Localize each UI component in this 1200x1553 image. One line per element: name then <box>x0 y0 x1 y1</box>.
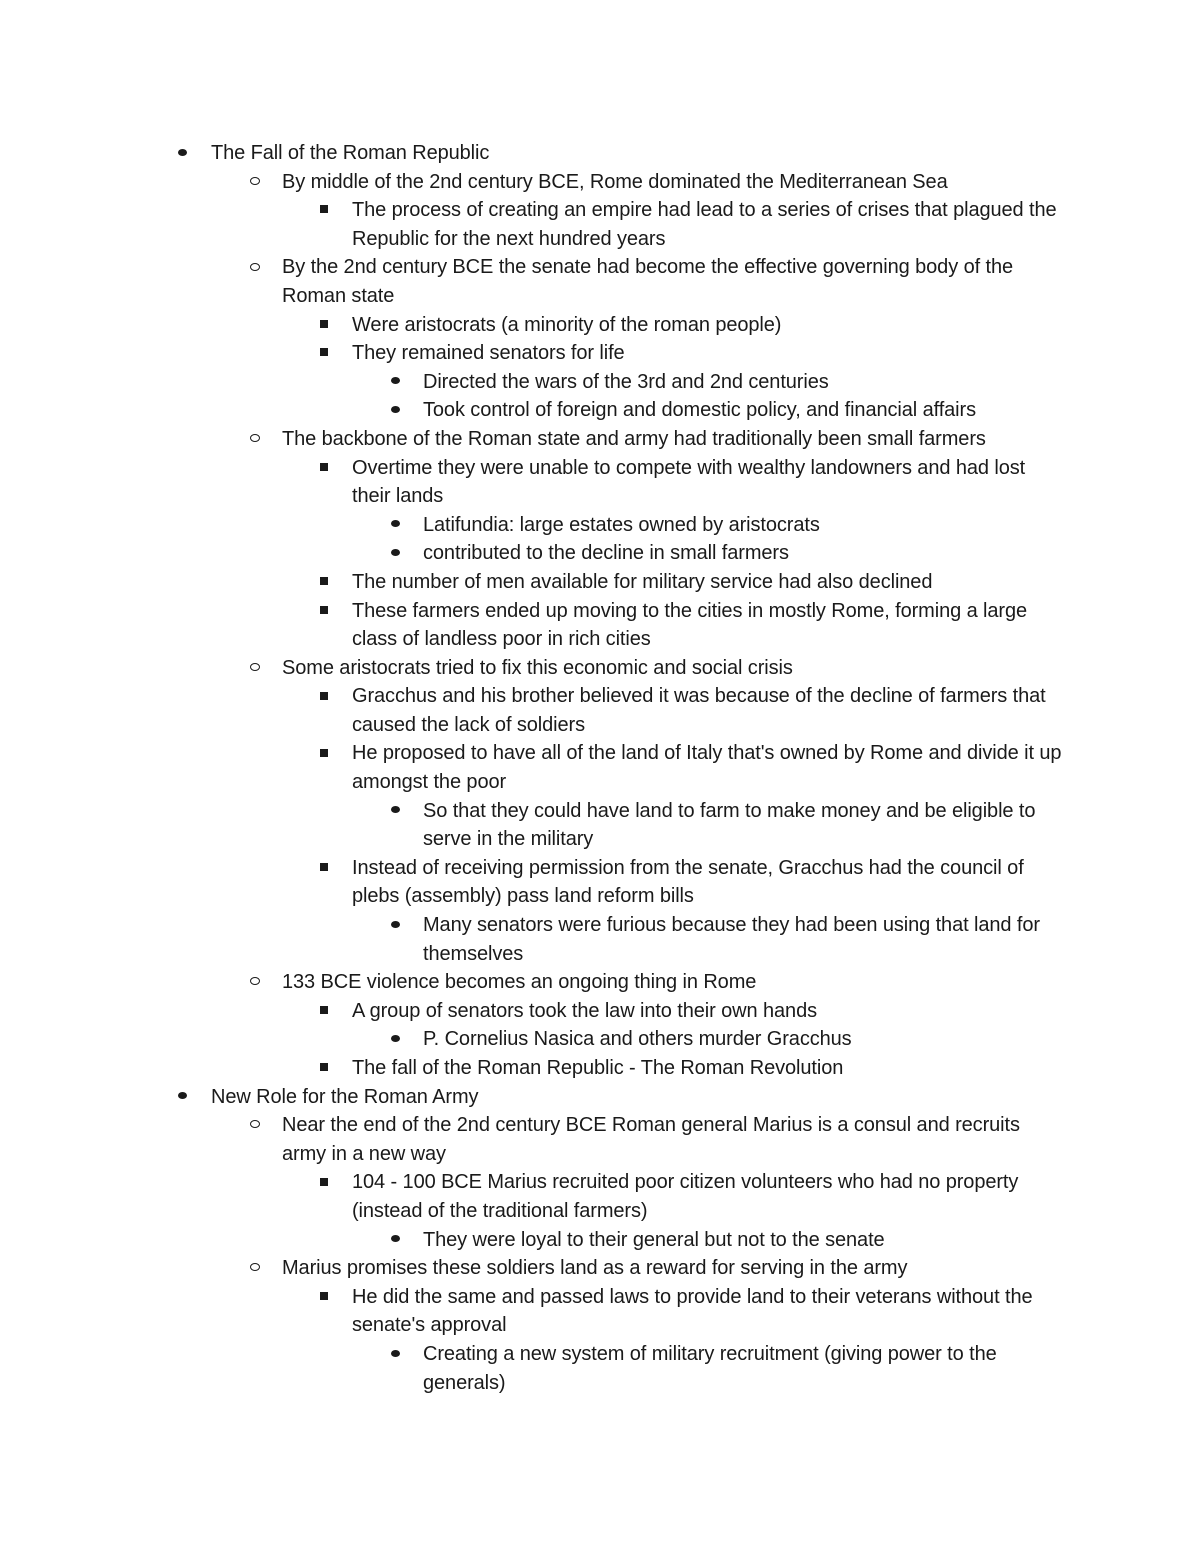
hollow-bullet-icon <box>245 253 265 282</box>
square-bullet-icon <box>314 311 334 340</box>
square-bullet-icon <box>314 682 334 711</box>
filled-bullet-icon <box>385 396 405 425</box>
outline-item-text: contributed to the decline in small farmers <box>423 542 789 565</box>
outline-item-level-2 <box>0 454 1062 511</box>
outline-item-level-1 <box>0 1254 1062 1283</box>
outline-item-text: Some aristocrats tried to fix this economic and social crisis <box>282 656 793 679</box>
outline-item-level-3 <box>0 911 1063 968</box>
outline-item-text: Near the end of the 2nd century BCE Roman general Marius is a consul and recruits army in a new way <box>282 1114 1020 1165</box>
outline-item-text: They remained senators for life <box>352 342 625 365</box>
filled-bullet-icon <box>385 797 405 826</box>
square-bullet-icon <box>314 196 334 225</box>
outline-item-text: He proposed to have all of the land of Italy that's owned by Rome and divide it up amongst the poor <box>352 742 1062 794</box>
outline-item-level-1 <box>0 968 1062 997</box>
outline-item-level-0 <box>0 1083 1061 1112</box>
hollow-bullet-icon <box>245 1111 265 1140</box>
outline-item-text: They were loyal to their general but not to the senate <box>423 1228 885 1251</box>
outline-item-text: By the 2nd century BCE the senate had become the effective governing body of the Roman state <box>282 256 1014 307</box>
square-bullet-icon <box>314 739 334 768</box>
outline-item-level-2 <box>0 597 1062 654</box>
outline-item-text: The backbone of the Roman state and army had traditionally been small farmers <box>282 427 986 450</box>
outline-item-level-1 <box>0 253 1062 310</box>
outline-item-text: P. Cornelius Nasica and others murder Gracchus <box>423 1028 852 1051</box>
outline-item-level-3 <box>0 368 1063 397</box>
outline-item-level-3 <box>0 511 1063 540</box>
filled-bullet-icon <box>385 1340 405 1369</box>
outline-item-text: A group of senators took the law into their own hands <box>352 999 817 1022</box>
hollow-bullet-icon <box>245 1254 265 1283</box>
hollow-bullet-icon <box>245 654 265 683</box>
square-bullet-icon <box>314 997 334 1026</box>
square-bullet-icon <box>314 854 334 883</box>
outline-item-text: Directed the wars of the 3rd and 2nd centuries <box>423 370 829 393</box>
outline-item-text: These farmers ended up moving to the cities in mostly Rome, forming a large class of landless poor in rich cities <box>352 599 1028 651</box>
filled-bullet-icon <box>385 1226 405 1255</box>
outline-item-level-1 <box>0 1111 1062 1168</box>
outline-item-level-2 <box>0 1054 1062 1083</box>
outline-item-text: Overtime they were unable to compete with wealthy landowners and had lost their lands <box>352 456 1026 508</box>
hollow-bullet-icon <box>245 168 265 197</box>
square-bullet-icon <box>314 339 334 368</box>
outline-item-text: 133 BCE violence becomes an ongoing thing in Rome <box>282 971 757 994</box>
outline-item-text: Creating a new system of military recruitment (giving power to the generals) <box>423 1342 997 1394</box>
outline-item-level-2 <box>0 739 1062 796</box>
outline-item-level-2 <box>0 568 1062 597</box>
filled-bullet-icon <box>385 911 405 940</box>
outline-item-text: Marius promises these soldiers land as a reward for serving in the army <box>282 1257 908 1280</box>
outline-item-level-3 <box>0 1226 1063 1255</box>
outline-item-level-1 <box>0 425 1062 454</box>
outline-item-text: Latifundia: large estates owned by aristocrats <box>423 513 820 536</box>
outline-item-level-1 <box>0 168 1062 197</box>
outline-item-text: So that they could have land to farm to make money and be eligible to serve in the military <box>423 799 1036 851</box>
outline-item-level-2 <box>0 997 1062 1026</box>
outline-item-text: The Fall of the Roman Republic <box>211 142 490 164</box>
outline-item-level-3 <box>0 1025 1063 1054</box>
filled-bullet-icon <box>385 368 405 397</box>
outline-item-level-0 <box>0 139 1061 168</box>
outline-item-level-2 <box>0 1168 1062 1225</box>
outline-item-text: 104 - 100 BCE Marius recruited poor citizen volunteers who had no property (instead of the traditional farmers) <box>352 1171 1019 1222</box>
filled-bullet-icon <box>172 139 192 168</box>
square-bullet-icon <box>314 454 334 483</box>
outline-item-level-1 <box>0 654 1062 683</box>
outline-item-text: The process of creating an empire had lead to a series of crises that plagued the Republic for the next hundred years <box>352 199 1057 250</box>
outline-item-level-3 <box>0 539 1063 568</box>
outline-item-level-3 <box>0 1340 1063 1397</box>
hollow-bullet-icon <box>245 425 265 454</box>
outline-item-level-2 <box>0 339 1062 368</box>
outline-item-text: Instead of receiving permission from the senate, Gracchus had the council of plebs (assembly) pass land reform bills <box>352 856 1024 908</box>
bulleted-outline <box>0 139 1200 1397</box>
filled-bullet-icon <box>385 1025 405 1054</box>
outline-item-text: New Role for the Roman Army <box>211 1085 479 1108</box>
outline-item-text: Gracchus and his brother believed it was because of the decline of farmers that caused the lack of soldiers <box>352 685 1046 736</box>
outline-item-text: Were aristocrats (a minority of the roman people) <box>352 313 782 336</box>
outline-item-level-2 <box>0 854 1062 911</box>
square-bullet-icon <box>314 597 334 626</box>
filled-bullet-icon <box>172 1083 192 1112</box>
outline-item-text: He did the same and passed laws to provide land to their veterans without the senate's approval <box>352 1285 1033 1337</box>
square-bullet-icon <box>314 1283 334 1312</box>
square-bullet-icon <box>314 568 334 597</box>
outline-item-level-3 <box>0 797 1063 854</box>
outline-item-level-2 <box>0 1283 1062 1340</box>
outline-item-text: By middle of the 2nd century BCE, Rome dominated the Mediterranean Sea <box>282 170 948 193</box>
outline-item-text: Many senators were furious because they had been using that land for themselves <box>423 914 1040 965</box>
outline-item-level-2 <box>0 196 1062 253</box>
filled-bullet-icon <box>385 511 405 540</box>
square-bullet-icon <box>314 1168 334 1197</box>
outline-item-level-3 <box>0 396 1063 425</box>
square-bullet-icon <box>314 1054 334 1083</box>
outline-item-text: The number of men available for military service had also declined <box>352 570 933 593</box>
outline-item-text: Took control of foreign and domestic policy, and financial affairs <box>423 399 976 422</box>
outline-item-level-2 <box>0 311 1062 340</box>
filled-bullet-icon <box>385 539 405 568</box>
outline-item-text: The fall of the Roman Republic - The Roman Revolution <box>352 1057 844 1079</box>
outline-item-level-2 <box>0 682 1062 739</box>
hollow-bullet-icon <box>245 968 265 997</box>
